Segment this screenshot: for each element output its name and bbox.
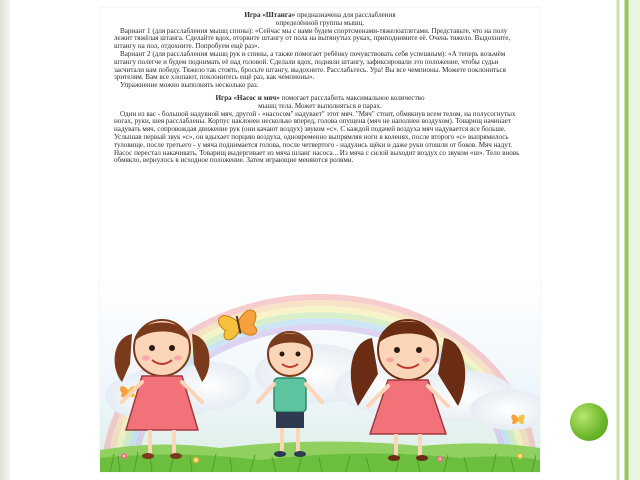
section2-title-line2: мышц тела. Может выполняться в парах. — [258, 101, 382, 110]
slide-left-border — [0, 0, 10, 480]
section2-paragraph: Один из вас - большой надувной мяч, другой - «насосом" надувает" этот мяч. "Мяч" стоит, обмякнув всем телом, на полусогнутых ногах, руки, шея расслаблены. Корпус наклонен несколько вперед, голова опущена (мяч не наполнен воздухом). Товарищ начинает надувать мяч, сопровождая движение рук (они качают воздух) звуком «с». С каждой подачей воздуха мяч надувается все больше. Услышав первый звук «с», он вдыхает порцию воздуха, одновременно выпрямляя ноги в коленях, после второго «с» выпрямилось туловище, после третьего - у мяча поднимается голова, после четвертого - надулись щёки и даже руки отошли от боков. Мяч надут. Насос перестал накачивать. Товарищ выдергивает из мяча шланг насоса... Из мяча с силой выходит воздух со звуком «ш». Тело вновь обмякло, вернулось в исходное положение. Затем играющие меняются ролями. — [114, 109, 520, 165]
section1-variant2: Вариант 2 (для расслабления мышц рук и спины, а также помогает ребёнку почувствовать себя успешным): «А теперь возьмём штангу полегче и будем поднимать её над головой. Сделали вдох, подняли штангу, зафиксировали это положение, чтобы судьи засчитали вам победу. Тяжело так стоять, бросьте штангу, выдохните. Расслабьтесь. Ура! Вы все чемпионы. Можете поклониться зрителям. Вам все хлопают, поклонитесь ещё раз, как чемпионы». — [114, 49, 506, 82]
section1-variant1: Вариант 1 (для расслабления мышц спины): «Сейчас мы с вами будем спортсменами-тяжелоатлетами. Представьте, что на полу лежит тяжёлая штанга. Сделайте вдох, оторвите штангу от пола на вытянутых руках, приподнимите её. Очень тяжело. Выдохните, штангу на пол, отдохните. Попробуем ещё раз». — [114, 26, 511, 51]
section1-note: Упражнение можно выполнять несколько раз. — [120, 81, 259, 90]
slide-right-border — [610, 0, 640, 480]
children-illustration — [100, 278, 540, 472]
document-page — [100, 8, 540, 472]
green-circle-decoration — [570, 403, 608, 441]
section2-title-bold: Игра «Насос и мяч» — [215, 93, 280, 102]
section2-title-rest: помогает расслабить максимальное количество — [281, 93, 425, 102]
section1-title-line2: определённой группы мышц. — [275, 18, 365, 27]
document-text — [114, 12, 526, 165]
section1-title-rest: предназначена для расслабления — [296, 11, 396, 19]
section1-title-bold: Игра «Штанга» — [244, 11, 296, 19]
